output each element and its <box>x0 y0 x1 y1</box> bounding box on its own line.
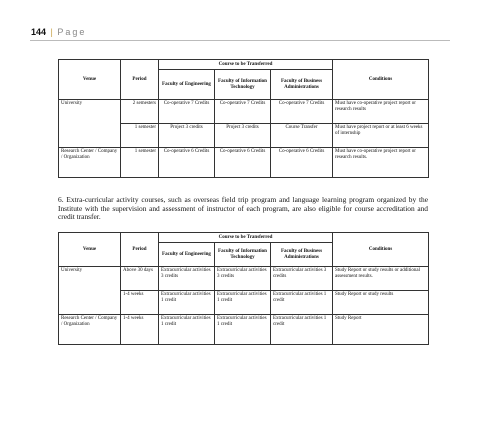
col-business: Faculty of Business Administrations <box>271 243 333 267</box>
col-period: Period <box>121 60 159 100</box>
table-row <box>59 315 429 345</box>
cell-conditions: Study Report <box>333 315 429 345</box>
cell-conditions: Must have co-operative project report or research results. <box>333 148 429 178</box>
cell-venue: Research Center / Company / Organization <box>59 315 121 345</box>
cell-period: 1 semester <box>121 124 159 148</box>
cell-it: Extracurricular activities 3 credits <box>215 267 271 291</box>
cell-it: Co-operative 7 Credits <box>215 100 271 124</box>
cell-conditions: Must have co-operative project report or research results <box>333 100 429 124</box>
cell-conditions: Must have project report or at least 6 weeks of internship <box>333 124 429 148</box>
cell-conditions: Study Report or study results <box>333 291 429 315</box>
cell-period: 1-4 weeks <box>121 291 159 315</box>
table-row <box>59 100 429 124</box>
cell-period: Above 30 days <box>121 267 159 291</box>
cell-period: 1-4 weeks <box>121 315 159 345</box>
cell-business: Extracurricular activities 1 credit <box>271 315 333 345</box>
cell-venue: University <box>59 267 121 315</box>
cell-engineering: Extracurricular activities 1 credit <box>159 291 215 315</box>
cell-venue: University <box>59 100 121 148</box>
page-word: Page <box>57 27 87 37</box>
cell-conditions: Study Report or study results or additional assessment results. <box>333 267 429 291</box>
col-engineering: Faculty of Engineering <box>159 243 215 267</box>
cell-engineering: Co-operative 7 Credits <box>159 100 215 124</box>
page-separator: | <box>50 27 53 37</box>
col-course-transferred: Course to be Transferred <box>159 60 333 70</box>
credit-transfer-table-extracurricular <box>58 232 429 345</box>
col-course-transferred: Course to be Transferred <box>159 233 333 243</box>
cell-it: Extracurricular activities 1 credit <box>215 315 271 345</box>
cell-it: Extracurricular activities 1 credit <box>215 291 271 315</box>
header-rule <box>30 40 450 41</box>
cell-engineering: Co-operative 6 Credits <box>159 148 215 178</box>
table-row <box>59 148 429 178</box>
col-it: Faculty of Information Technology <box>215 70 271 100</box>
col-business: Faculty of Business Administrations <box>271 70 333 100</box>
col-period: Period <box>121 233 159 267</box>
col-venue: Venue <box>59 233 121 267</box>
cell-engineering: Extracurricular activities 3 credits <box>159 267 215 291</box>
col-conditions: Conditions <box>333 60 429 100</box>
cell-business: Extracurricular activities 1 credit <box>271 291 333 315</box>
page-number: 144 <box>31 27 47 37</box>
col-venue: Venue <box>59 60 121 100</box>
cell-business: Co-operative 6 Credits <box>271 148 333 178</box>
cell-engineering: Extracurricular activities 1 credit <box>159 315 215 345</box>
col-it: Faculty of Information Technology <box>215 243 271 267</box>
cell-venue: Research Center / Company / Organization <box>59 148 121 178</box>
cell-period: 1 semester <box>121 148 159 178</box>
table-row <box>59 267 429 291</box>
cell-business: Extracurricular activities 3 credits <box>271 267 333 291</box>
col-engineering: Faculty of Engineering <box>159 70 215 100</box>
cell-business: Co-operative 7 Credits <box>271 100 333 124</box>
cell-engineering: Project 3 credits <box>159 124 215 148</box>
credit-transfer-table-cooperative <box>58 59 429 178</box>
cell-business: Course Transfer <box>271 124 333 148</box>
page-header <box>31 27 86 37</box>
cell-period: 2 semesters <box>121 100 159 124</box>
cell-it: Project 3 credits <box>215 124 271 148</box>
cell-it: Co-operative 6 Credits <box>215 148 271 178</box>
col-conditions: Conditions <box>333 233 429 267</box>
paragraph-extracurricular: 6. Extra-curricular activity courses, such as overseas field trip program and language learning program organized by the Institute with the supervision and assessment of instructor of each program, are also eligible for course accreditation and credit transfer. <box>58 195 428 221</box>
